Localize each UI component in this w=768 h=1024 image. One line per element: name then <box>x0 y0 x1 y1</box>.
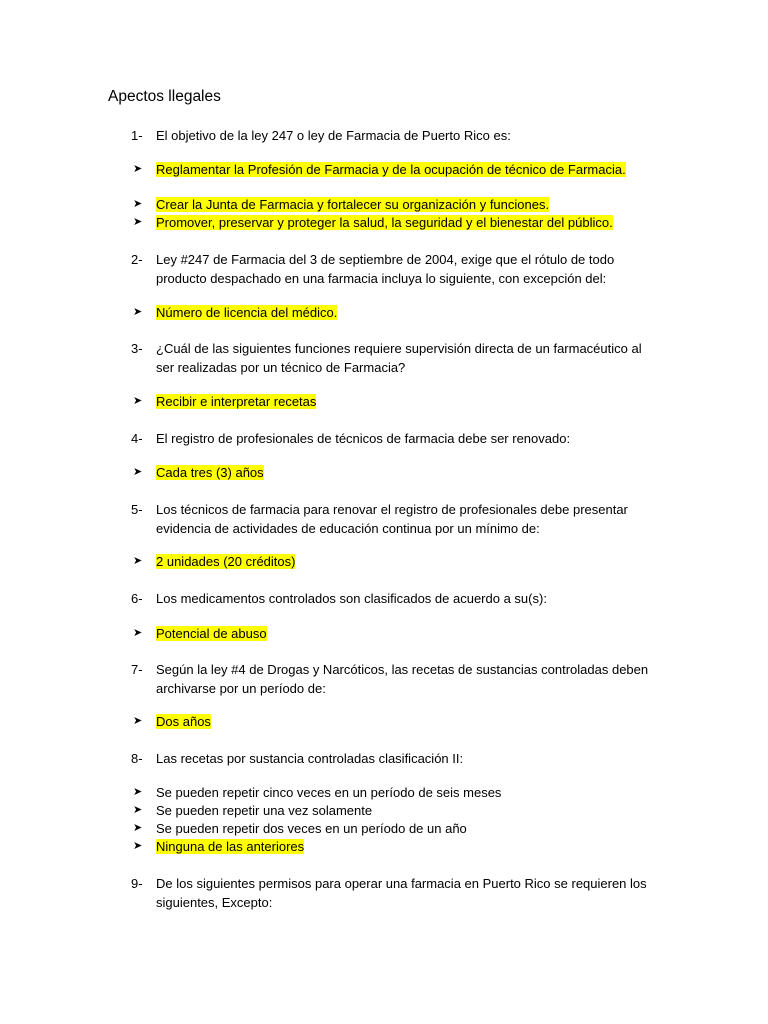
answer-1-2 <box>133 196 656 214</box>
page-title: Apectos llegales <box>108 88 221 105</box>
arrowhead-bullet-icon: ➤ <box>133 627 143 639</box>
answer-8-3 <box>133 820 656 838</box>
answer-text: Crear la Junta de Farmacia y fortalecer su organización y funciones. <box>156 197 550 212</box>
answer-6-1 <box>133 625 656 643</box>
arrowhead-bullet-icon: ➤ <box>133 555 143 567</box>
question-5 <box>131 500 661 538</box>
question-4 <box>131 429 661 448</box>
answer-text: Se pueden repetir dos veces en un período de un año <box>156 821 467 836</box>
arrowhead-bullet-icon: ➤ <box>133 395 143 407</box>
question-number: 9- <box>131 876 143 891</box>
question-number: 6- <box>131 591 143 606</box>
question-number: 8- <box>131 751 143 766</box>
arrowhead-bullet-icon: ➤ <box>133 216 143 228</box>
arrowhead-bullet-icon: ➤ <box>133 715 143 727</box>
question-text: Las recetas por sustancia controladas clasificación II: <box>156 751 464 766</box>
answer-2-1 <box>133 304 656 322</box>
question-6 <box>131 589 661 608</box>
answer-1-3 <box>133 214 656 232</box>
question-number: 3- <box>131 341 143 356</box>
answer-4-1 <box>133 464 656 482</box>
answer-text: Potencial de abuso <box>156 626 267 641</box>
arrowhead-bullet-icon: ➤ <box>133 840 143 852</box>
answer-text: Dos años <box>156 714 211 729</box>
answer-text: Número de licencia del médico. <box>156 305 338 320</box>
arrowhead-bullet-icon: ➤ <box>133 786 143 798</box>
question-text: Según la ley #4 de Drogas y Narcóticos, las recetas de sustancias controladas deben archivarse por un período de: <box>156 662 649 696</box>
question-number: 2- <box>131 252 143 267</box>
question-1 <box>131 126 661 145</box>
question-number: 1- <box>131 128 143 143</box>
answer-1-1 <box>133 161 656 179</box>
answer-text: Se pueden repetir cinco veces en un período de seis meses <box>156 785 502 800</box>
answer-5-1 <box>133 553 656 571</box>
question-number: 5- <box>131 502 143 517</box>
question-8 <box>131 749 661 768</box>
arrowhead-bullet-icon: ➤ <box>133 306 143 318</box>
answer-8-1 <box>133 784 656 802</box>
question-9 <box>131 874 661 912</box>
answer-3-1 <box>133 393 656 411</box>
question-text: ¿Cuál de las siguientes funciones requiere supervisión directa de un farmacéutico al ser realizadas por un técnico de Farmacia? <box>156 341 642 375</box>
answer-text: Cada tres (3) años <box>156 465 264 480</box>
answer-7-1 <box>133 713 656 731</box>
question-text: De los siguientes permisos para operar una farmacia en Puerto Rico se requieren los siguientes, Excepto: <box>156 876 647 910</box>
answer-text: Se pueden repetir una vez solamente <box>156 803 373 818</box>
question-text: Los técnicos de farmacia para renovar el registro de profesionales debe presentar evidencia de actividades de educación continua por un mínimo de: <box>156 502 628 536</box>
answer-8-4 <box>133 838 656 856</box>
question-text: El registro de profesionales de técnicos de farmacia debe ser renovado: <box>156 431 571 446</box>
question-number: 4- <box>131 431 143 446</box>
answer-text: Reglamentar la Profesión de Farmacia y de la ocupación de técnico de Farmacia. <box>156 162 626 177</box>
question-7 <box>131 660 661 698</box>
answer-text: Recibir e interpretar recetas <box>156 394 317 409</box>
answer-text: Promover, preservar y proteger la salud, la seguridad y el bienestar del público. <box>156 215 613 230</box>
question-text: Ley #247 de Farmacia del 3 de septiembre de 2004, exige que el rótulo de todo producto despachado en una farmacia incluya lo siguiente, con excepción del: <box>156 252 615 286</box>
arrowhead-bullet-icon: ➤ <box>133 163 143 175</box>
answer-text: Ninguna de las anteriores <box>156 839 305 854</box>
question-2 <box>131 250 661 288</box>
question-text: El objetivo de la ley 247 o ley de Farmacia de Puerto Rico es: <box>156 128 511 143</box>
arrowhead-bullet-icon: ➤ <box>133 804 143 816</box>
question-3 <box>131 339 661 377</box>
question-text: Los medicamentos controlados son clasificados de acuerdo a su(s): <box>156 591 547 606</box>
arrowhead-bullet-icon: ➤ <box>133 466 143 478</box>
question-number: 7- <box>131 662 143 677</box>
answer-text: 2 unidades (20 créditos) <box>156 554 296 569</box>
arrowhead-bullet-icon: ➤ <box>133 198 143 210</box>
answer-8-2 <box>133 802 656 820</box>
arrowhead-bullet-icon: ➤ <box>133 822 143 834</box>
